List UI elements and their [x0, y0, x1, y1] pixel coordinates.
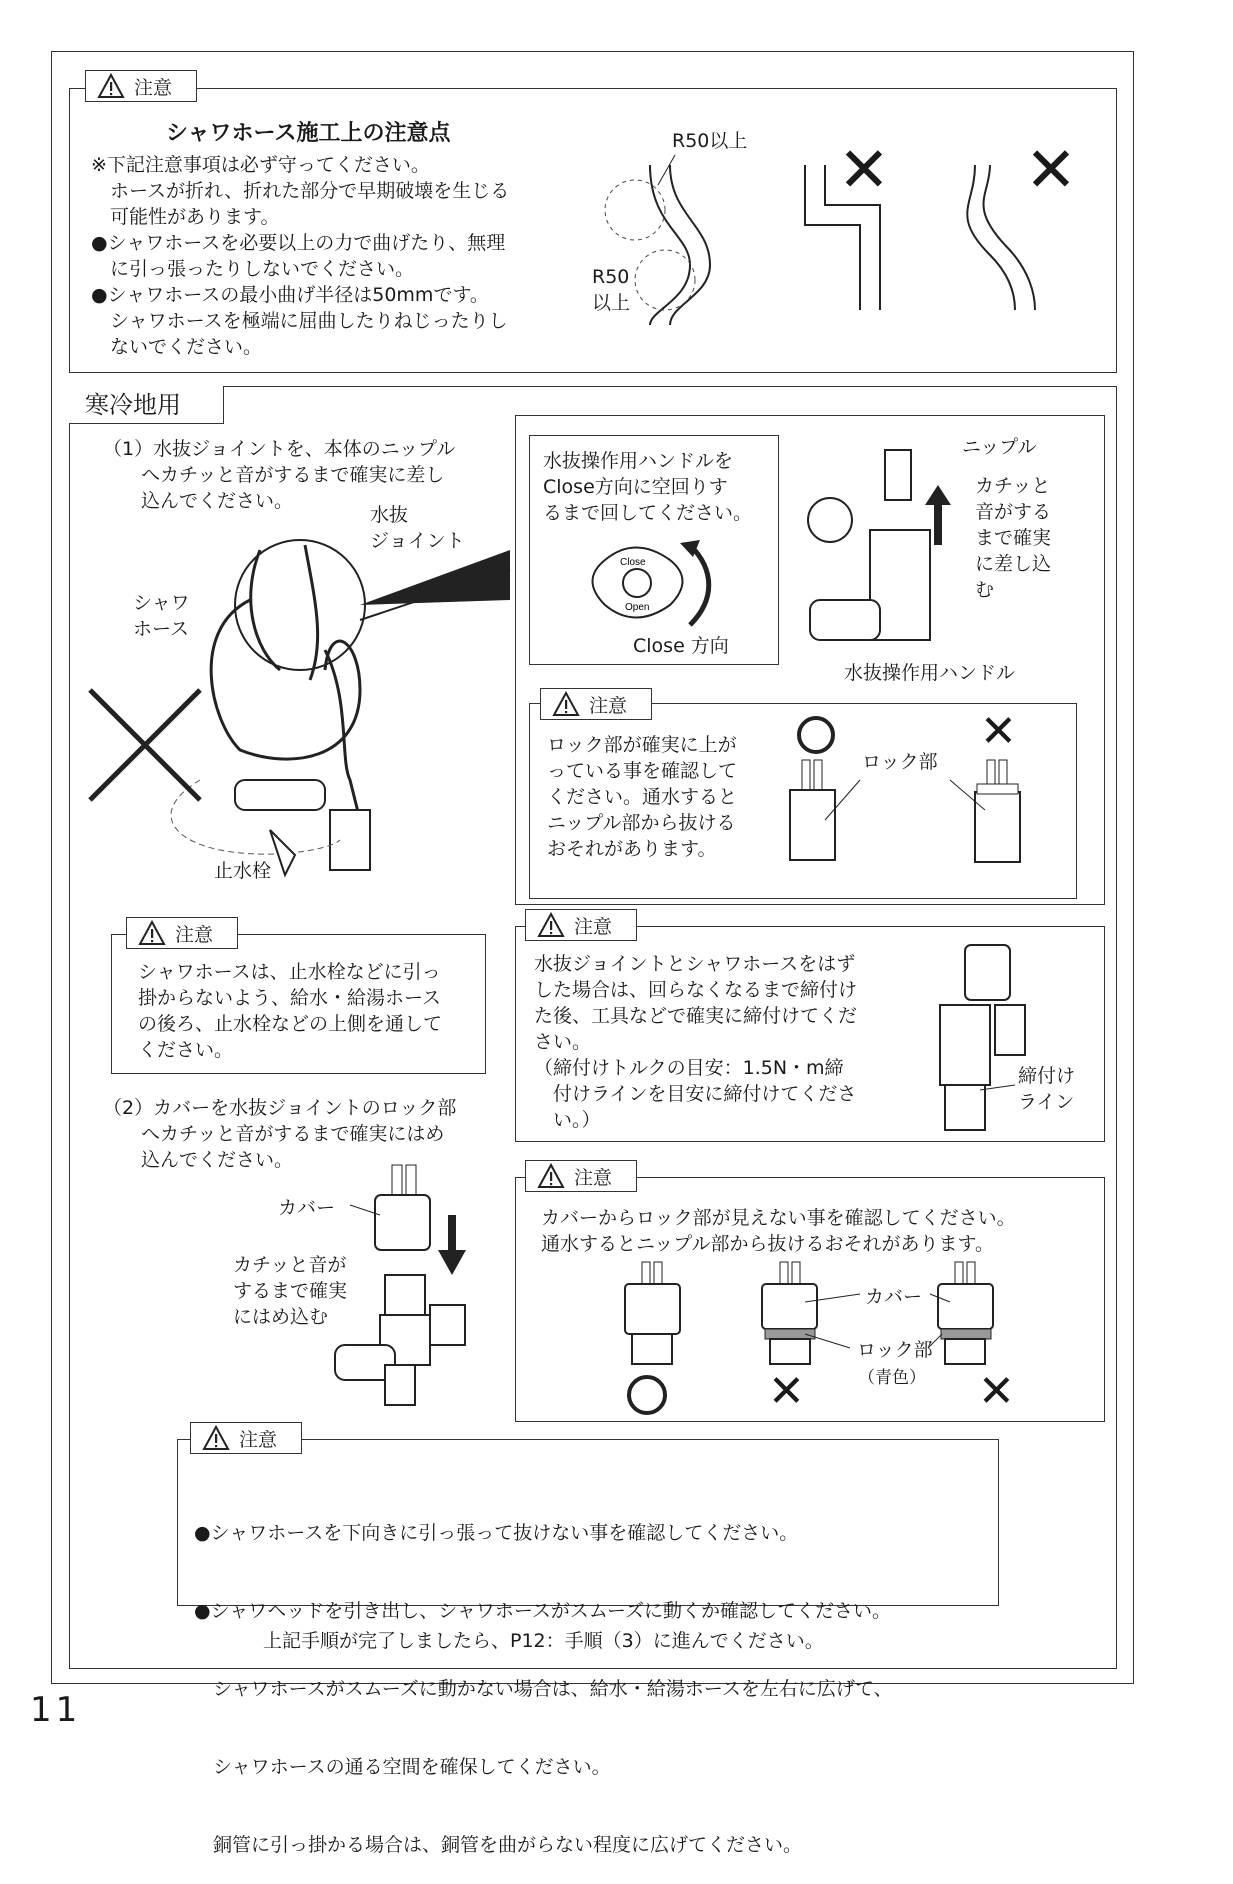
- top-note: ※下記注意事項は必ず守ってください。 ホースが折れ、折れた部分で早期破壊を生じる 可能性があります。: [91, 154, 510, 228]
- caution-label: 注意: [134, 76, 173, 99]
- lock-label-2: ロック部: [857, 1339, 933, 1361]
- label-handle: 水抜操作用ハンドル: [844, 662, 1016, 684]
- fit-label: カチッと音が するまで確実 にはめ込む: [233, 1254, 348, 1328]
- tighten-illustration: [920, 935, 1030, 1135]
- step1-text: （1）水抜ジョイントを、本体のニップル へカチッと音がするまで確実に差し 込んでください。: [103, 438, 456, 512]
- tighten-caution-text: 水抜ジョイントとシャワホースをはず した場合は、回らなくなるまで締付け た後、工具などで確実に締付けてくだ さい。 （締付けトルクの目安：1.5N・m締 付けラインを目安に締付けてくださ い。）: [534, 953, 858, 1131]
- x-mark-lock: ✕: [980, 706, 1017, 757]
- close-direction-label: Close 方向: [633, 635, 729, 657]
- label-joint: 水抜 ジョイント: [370, 504, 465, 552]
- final-line-2: ●シャワヘッドを引き出し、シャワホースがスムーズに動くか確認してください。: [194, 1600, 891, 1622]
- warning-icon: [538, 1164, 564, 1188]
- final-line-1: ●シャワホースを下向きに引っ張って抜けない事を確認してください。: [194, 1522, 799, 1544]
- top-bullet-1: ●シャワホースを必要以上の力で曲げたり、無理 に引っ張ったりしないでください。: [91, 232, 506, 280]
- final-line-3: シャワホースがスムーズに動かない場合は、給水・給湯ホースを左右に広げて、: [194, 1678, 893, 1700]
- cover-comparison: [610, 1262, 1030, 1372]
- caution-label: 注意: [574, 1166, 613, 1189]
- caution-label: 注意: [589, 694, 628, 717]
- cover-label-2: カバー: [865, 1286, 923, 1308]
- lock-caution-tag: [540, 688, 652, 720]
- o-mark-lock: [797, 716, 835, 754]
- warning-icon: [538, 913, 564, 937]
- cover-caution-text: カバーからロック部が見えない事を確認してください。 通水するとニップル部から抜けるおそれがあります。: [541, 1207, 1016, 1255]
- x-mark-cover-1: ✕: [768, 1366, 805, 1417]
- caution-label: 注意: [574, 915, 613, 938]
- handle-text: 水抜操作用ハンドルを Close方向に空回りす るまで回してください。: [543, 450, 753, 524]
- x-mark-bend-1: ✕: [838, 133, 890, 206]
- final-caution-text: [194, 1468, 994, 1884]
- label-valve: 止水栓: [214, 860, 272, 882]
- top-title: シャワホース施工上の注意点: [166, 121, 451, 146]
- shower-hose-illustration: [90, 520, 510, 900]
- footer-note: 上記手順が完了しましたら、P12：手順（3）に進んでください。: [263, 1630, 824, 1652]
- caution-label: 注意: [239, 1428, 278, 1451]
- hose-caution-tag: [126, 917, 238, 949]
- warning-icon: [139, 921, 165, 945]
- r50-side-label: R50 以上: [592, 266, 631, 314]
- lock-comparison: [780, 760, 1040, 870]
- final-line-5: 銅管に引っ掛かる場合は、銅管を曲がらない程度に広げてください。: [194, 1834, 803, 1856]
- cover-caution-tag: [525, 1160, 637, 1192]
- lock-caution-text: ロック部が確実に上が っている事を確認して ください。通水すると ニップル部から抜ける おそれがあります。: [547, 734, 738, 860]
- o-mark-cover: [627, 1375, 667, 1415]
- section-title: 寒冷地用: [69, 386, 224, 424]
- blue-label: （青色）: [858, 1368, 926, 1388]
- label-hose: シャワ ホース: [133, 592, 190, 640]
- caution-label: 注意: [175, 923, 214, 946]
- warning-icon: [203, 1426, 229, 1450]
- final-line-4: シャワホースの通る空間を確保してください。: [194, 1756, 611, 1778]
- r50-top-label: R50以上: [672, 130, 748, 152]
- page-number: 11: [30, 1690, 82, 1730]
- tighten-caution-tag: [525, 909, 637, 941]
- x-mark-bend-2: ✕: [1025, 133, 1077, 206]
- hose-caution-text: シャワホースは、止水栓などに引っ 掛からないよう、給水・給湯ホース の後ろ、止水栓などの上側を通して ください。: [138, 961, 443, 1061]
- tighten-line-label: 締付け ライン: [1018, 1065, 1076, 1113]
- step2-text: （2）カバーを水抜ジョイントのロック部 へカチッと音がするまで確実にはめ 込んでください。: [103, 1097, 457, 1171]
- warning-icon: [98, 74, 124, 98]
- label-insert: カチッと 音がする まで確実 に差し込 む: [975, 475, 1052, 601]
- cover-label: カバー: [278, 1197, 336, 1219]
- label-nipple: ニップル: [962, 436, 1037, 458]
- top-bullet-2: ●シャワホースの最小曲げ半径は50mmです。 シャワホースを極端に屈曲したりねじったりし ないでください。: [91, 284, 508, 358]
- knob-icon: [575, 535, 725, 630]
- knob-open-text: Open: [625, 602, 650, 613]
- cover-illustration: [330, 1165, 490, 1405]
- knob-close-text: Close: [620, 557, 646, 568]
- warning-icon: [553, 692, 579, 716]
- nipple-illustration: [780, 430, 980, 660]
- lock-label: ロック部: [862, 751, 938, 773]
- top-caution-tag: [85, 70, 197, 102]
- x-mark-cover-2: ✕: [978, 1366, 1015, 1417]
- final-caution-tag: [190, 1422, 302, 1454]
